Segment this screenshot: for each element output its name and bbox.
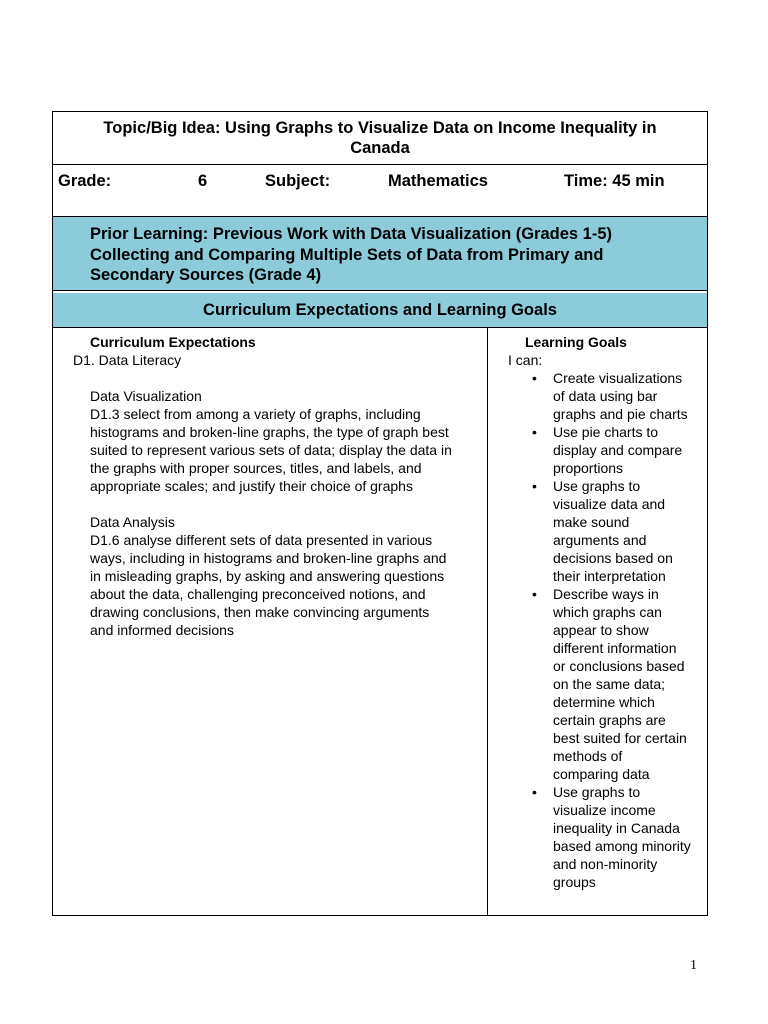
subject-label: Subject: (265, 172, 331, 190)
grade-row (53, 165, 707, 217)
learning-goals-column (488, 328, 707, 915)
list-item: • Use graphs to visualize income inequality in Canada based among minority and non-minority groups (532, 784, 691, 890)
time-label: Time: 45 min (564, 172, 665, 190)
data-visualization-text: D1.3 select from among a variety of graphs, including histograms and broken-line graphs, the type of graph best suited to represent various sets of data; display the data in the graphs with proper sources, titles, and labels, and appropriate scales; and justify their choice of graphs (90, 406, 452, 494)
data-analysis-text: D1.6 analyse different sets of data presented in various ways, including in histograms and broken-line graphs and in misleading graphs, by asking and answering questions about the data, challenging preconceived notions, and drawing conclusions, then make convincing arguments and informed decisions (90, 532, 447, 638)
list-item: • Use graphs to visualize data and make sound arguments and decisions based on their interpretation (532, 478, 673, 584)
lesson-plan-table (52, 111, 708, 916)
topic-title: Topic/Big Idea: Using Graphs to Visualize Data on Income Inequality in Canada (103, 119, 657, 157)
page-number: 1 (690, 958, 697, 973)
list-item: • Create visualizations of data using bar graphs and pie charts (532, 370, 688, 422)
grade-label: Grade: (58, 172, 112, 190)
learning-goals-intro: I can: (508, 352, 543, 368)
subject-value: Mathematics (388, 172, 488, 190)
list-item: • Use pie charts to display and compare proportions (532, 424, 683, 476)
expectations-goals-row (53, 328, 707, 915)
data-analysis-title: Data Analysis (90, 514, 175, 530)
bullet-icon: • (532, 586, 537, 602)
strand-label: D1. Data Literacy (73, 352, 182, 368)
bullet-icon: • (532, 478, 537, 494)
bullet-icon: • (532, 424, 537, 440)
bullet-icon: • (532, 784, 537, 800)
grade-value: 6 (198, 172, 208, 190)
curriculum-expectations-column (53, 328, 488, 915)
curriculum-header-row (53, 291, 707, 328)
list-item: • Describe ways in which graphs can appear to show different information or conclusions based on the same data; determine which certain graphs are best suited for certain methods of comparing data (532, 586, 687, 782)
learning-goals-heading: Learning Goals (525, 334, 627, 350)
bullet-icon: • (532, 370, 537, 386)
curriculum-header: Curriculum Expectations and Learning Goals (203, 300, 557, 319)
curriculum-expectations-heading: Curriculum Expectations (90, 334, 256, 350)
learning-goals-list (488, 369, 707, 891)
data-visualization-title: Data Visualization (90, 388, 202, 404)
prior-learning-row: Prior Learning: Previous Work with Data Visualization (Grades 1-5) Collecting and Comparing Multiple Sets of Data from Primary and Secondary Sources (Grade 4) (53, 217, 707, 291)
topic-row (53, 112, 707, 165)
